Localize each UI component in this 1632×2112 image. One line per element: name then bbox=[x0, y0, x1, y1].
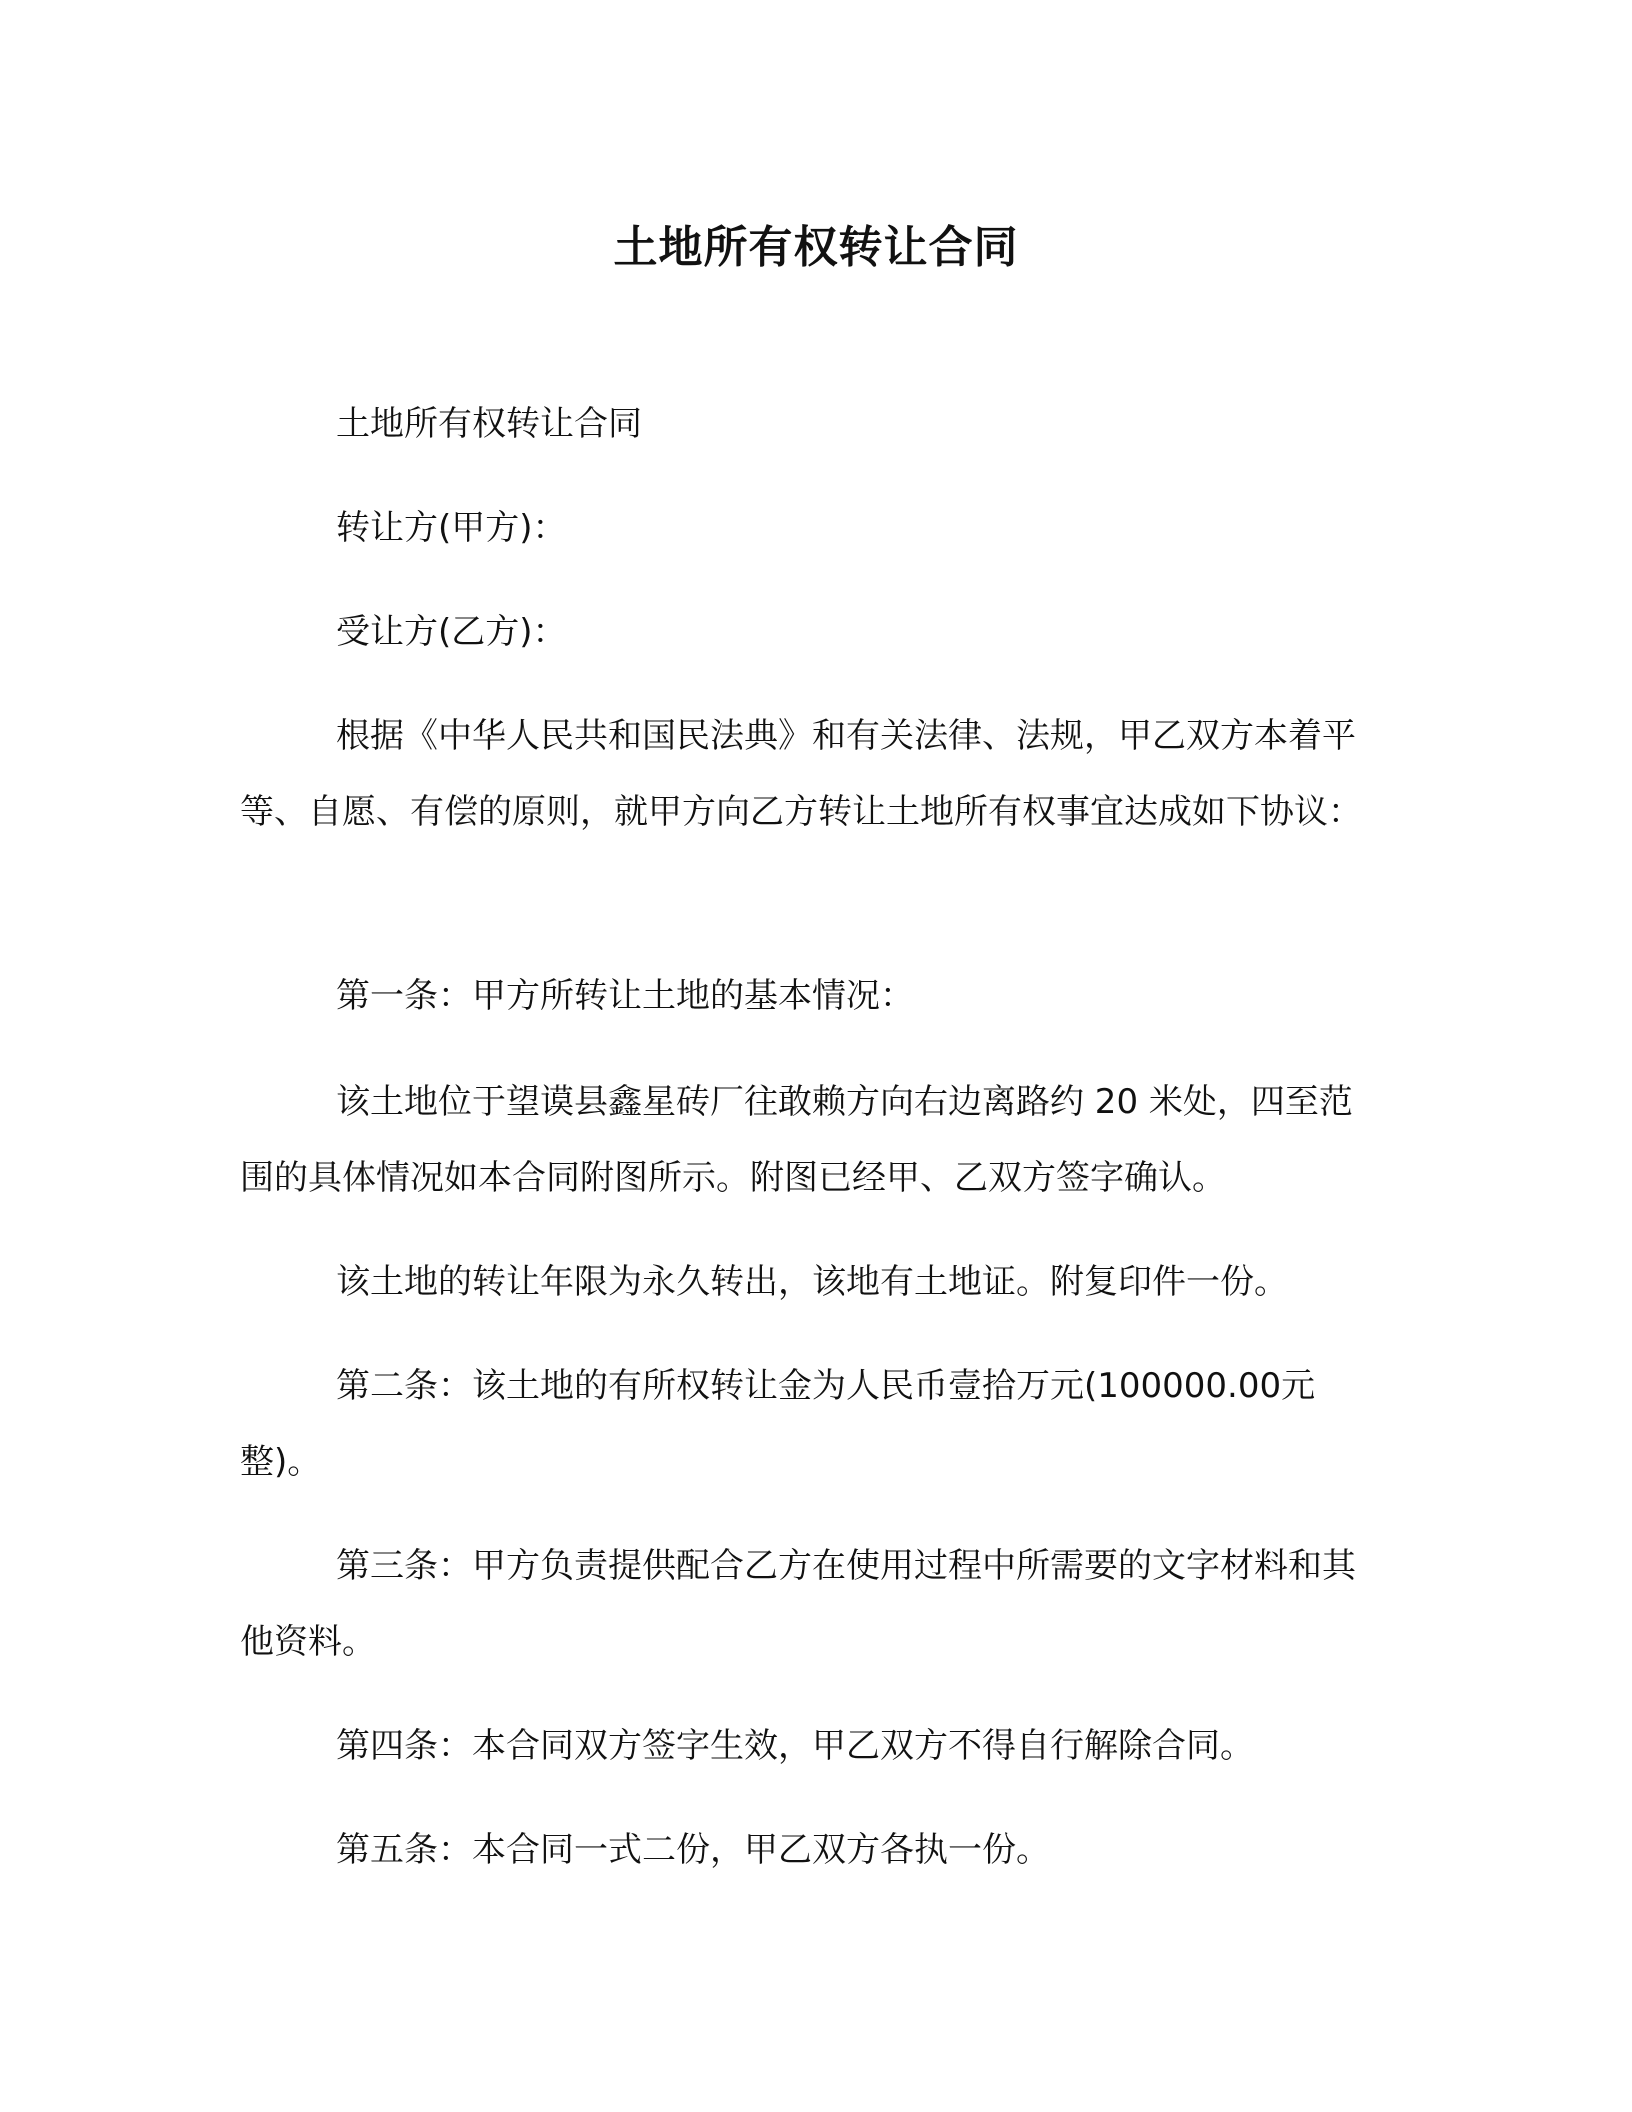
article-3-paragraph: 第三条：甲方负责提供配合乙方在使用过程中所需要的文字材料和其他资料。 bbox=[240, 1546, 1356, 1662]
preamble-paragraph: 根据《中华人民共和国民法典》和有关法律、法规，甲乙双方本着平等、自愿、有偿的原则，就甲方向乙方转让土地所有权事宜达成如下协议： bbox=[240, 716, 1362, 832]
article-2-paragraph: 第二条：该土地的有所权转让金为人民币壹拾万元(100000.00元整)。 bbox=[240, 1366, 1316, 1482]
article-5-paragraph: 第五条：本合同一式二份，甲乙双方各执一份。 bbox=[336, 1830, 1050, 1870]
transfer-term-paragraph: 该土地的转让年限为永久转出，该地有土地证。附复印件一份。 bbox=[336, 1262, 1288, 1302]
article-1-heading: 第一条：甲方所转让土地的基本情况： bbox=[336, 976, 914, 1016]
transferee-line: 受让方(乙方)： bbox=[336, 612, 567, 652]
transferor-line: 转让方(甲方)： bbox=[336, 508, 567, 548]
document-title: 土地所有权转让合同 bbox=[613, 222, 1019, 273]
article-4-paragraph: 第四条：本合同双方签字生效，甲乙双方不得自行解除合同。 bbox=[336, 1726, 1254, 1766]
contract-subtitle: 土地所有权转让合同 bbox=[336, 404, 642, 444]
land-location-paragraph: 该土地位于望谟县鑫星砖厂往敢赖方向右边离路约 20 米处，四至范围的具体情况如本合同附图所示。附图已经甲、乙双方签字确认。 bbox=[240, 1082, 1353, 1198]
